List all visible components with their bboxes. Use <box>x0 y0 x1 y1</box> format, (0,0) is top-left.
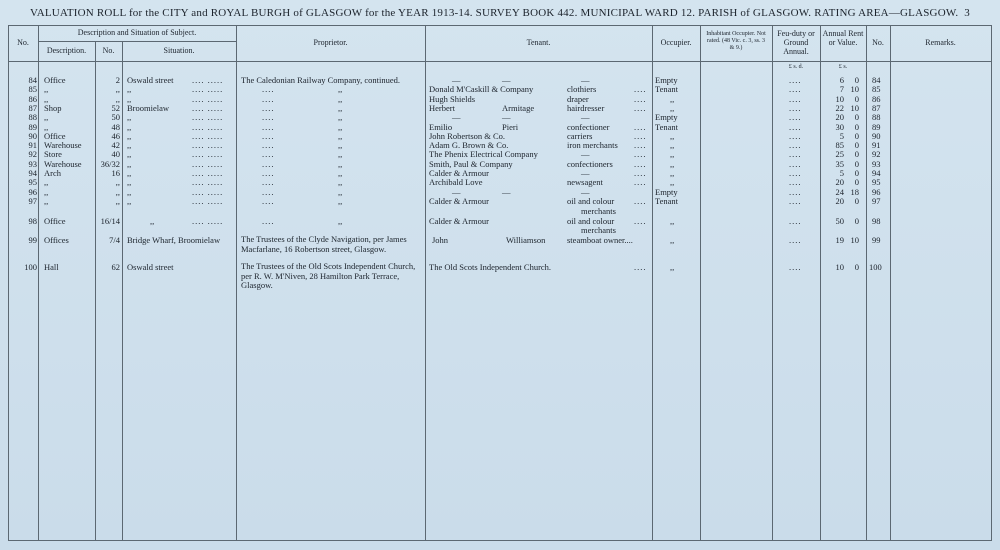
header-no2: No. <box>872 38 884 47</box>
table-row-99 <box>0 235 1000 265</box>
row-number-right: 92 <box>872 149 881 160</box>
row-feu: .... <box>789 93 802 104</box>
row-street-number: ,, <box>115 177 120 188</box>
row-number: 99 <box>28 235 37 245</box>
row-proprietor-dots: .... <box>262 140 275 151</box>
row-proprietor-ditto: ,, <box>338 84 343 95</box>
row-proprietor-dots: .... <box>262 186 275 197</box>
row-rent-shillings: 10 <box>850 84 859 95</box>
row-rent-pounds: 20 <box>835 112 844 123</box>
row-occupier: ,, <box>670 93 675 104</box>
row-number: 92 <box>28 149 37 160</box>
row-proprietor-ditto: ,, <box>338 186 343 197</box>
row-situation: ,, <box>127 130 132 141</box>
row-tenant-trade: oil and colour <box>567 216 615 226</box>
row-proprietor-ditto: ,, <box>338 112 343 123</box>
row-occupier: ,, <box>670 130 675 141</box>
row-feu: .... <box>789 186 802 197</box>
row-number-right: 93 <box>872 158 881 169</box>
row-occupier: Empty <box>655 112 678 123</box>
annual-units: £ s. <box>838 64 848 70</box>
row-situation-dots: .... ..... <box>192 186 224 197</box>
row-description: Warehouse <box>44 140 82 151</box>
desc-group-divider <box>38 41 236 42</box>
row-situation-dots: .... ..... <box>192 195 224 206</box>
row-tenant-name: The Phenix Electrical Company <box>429 149 538 160</box>
row-tenant-name: — <box>452 75 461 85</box>
row-proprietor-ditto: ,, <box>338 130 343 141</box>
row-situation: ,, <box>127 121 132 132</box>
row-feu: .... <box>789 149 802 160</box>
row-number: 97 <box>28 195 37 206</box>
row-tenant-dots: .... <box>634 130 647 141</box>
row-proprietor: The Trustees of the Old Scots Independent Church, per R. W. M'Niven, 28 Hamilton Park Terrace, Glasgow. <box>241 261 416 290</box>
row-occupier: ,, <box>670 262 675 272</box>
row-situation: Oswald street <box>127 75 174 85</box>
row-tenant-dots: .... <box>634 216 647 226</box>
row-tenant-name: Adam G. Brown & Co. <box>429 140 509 151</box>
row-number-right: 100 <box>869 262 882 272</box>
row-tenant-dots: .... <box>634 168 647 178</box>
row-number-right: 86 <box>872 93 881 104</box>
row-tenant-dots: .... <box>634 140 647 151</box>
row-tenant-dots: .... <box>634 121 647 132</box>
row-description: ,, <box>44 177 49 188</box>
row-feu: .... <box>789 75 802 85</box>
row-number: 85 <box>28 84 37 95</box>
row-rent-shillings: 0 <box>854 112 859 123</box>
header-proprietor: Proprietor. <box>313 38 348 47</box>
row-feu: .... <box>789 130 802 141</box>
row-feu: .... <box>789 140 802 151</box>
row-proprietor-dots: .... <box>262 102 275 113</box>
row-number: 89 <box>28 121 37 132</box>
row-situation-dots: .... ..... <box>192 93 224 104</box>
header-annual: Annual Rent or Value. <box>822 29 864 47</box>
row-tenant-name: Emilio <box>429 121 453 132</box>
row-street-number: 2 <box>115 75 120 85</box>
row-situation: Broomielaw <box>127 102 170 113</box>
row-street-number: 50 <box>111 112 120 123</box>
row-proprietor-dots: .... <box>262 158 275 169</box>
row-situation-dots: .... ..... <box>192 140 224 151</box>
row-feu: .... <box>789 121 802 132</box>
row-rent-shillings: 0 <box>854 121 859 132</box>
row-number: 91 <box>28 140 37 151</box>
row-proprietor: The Caledonian Railway Company, continued. <box>241 75 401 85</box>
row-tenant-name: — <box>452 186 461 197</box>
row-tenant-name: Donald M'Caskill & Company <box>429 84 534 95</box>
row-number-right: 90 <box>872 130 881 141</box>
row-feu: .... <box>789 84 802 95</box>
row-tenant-trade: confectioner <box>567 121 610 132</box>
header-num: No. <box>102 46 115 55</box>
row-feu: .... <box>789 158 802 169</box>
row-description: Office <box>44 75 66 85</box>
row-proprietor-ditto: ,, <box>338 149 343 160</box>
row-feu: .... <box>789 216 802 226</box>
row-proprietor-ditto: ,, <box>338 93 343 104</box>
row-number-right: 95 <box>872 177 881 188</box>
row-rent-shillings: 18 <box>850 186 859 197</box>
row-situation: ,, <box>127 93 132 104</box>
row-situation: ,, <box>127 177 132 188</box>
row-tenant-name: Smith, Paul & Company <box>429 158 513 169</box>
row-description: ,, <box>44 93 49 104</box>
row-situation-dots: .... ..... <box>192 75 224 85</box>
row-feu: .... <box>789 195 802 206</box>
row-rent-pounds: 30 <box>835 121 844 132</box>
row-number: 86 <box>28 93 37 104</box>
header-tenant: Tenant. <box>526 38 551 47</box>
row-street-number: 62 <box>111 262 120 272</box>
row-rent-pounds: 19 <box>835 235 844 245</box>
row-description: Warehouse <box>44 158 82 169</box>
row-occupier: ,, <box>670 216 675 226</box>
row-proprietor-ditto: ,, <box>338 177 343 188</box>
row-rent-shillings: 10 <box>850 235 859 245</box>
feu-units: £ s. d. <box>788 64 804 70</box>
header-inhabitant: Inhabitant Occupier. Not rated. (48 Vic. c. 3, ss. 3 & 9.) <box>706 31 766 51</box>
row-proprietor-ditto: ,, <box>338 216 343 226</box>
row-proprietor-ditto: ,, <box>338 140 343 151</box>
row-number: 88 <box>28 112 37 123</box>
row-tenant-trade: newsagent <box>567 177 603 188</box>
row-proprietor-dots: .... <box>262 112 275 123</box>
row-proprietor-dots: .... <box>262 93 275 104</box>
row-description: ,, <box>44 186 49 197</box>
row-proprietor: The Trustees of the Clyde Navigation, per James Macfarlane, 16 Robertson street, Glasgow. <box>241 234 407 254</box>
row-number-right: 85 <box>872 84 881 95</box>
table-top-border <box>8 25 992 26</box>
row-description: Store <box>44 149 62 160</box>
row-situation-dots: .... ..... <box>192 121 224 132</box>
row-proprietor-ditto: ,, <box>338 195 343 206</box>
row-tenant-mid: — <box>502 186 511 197</box>
row-proprietor-dots: .... <box>262 168 275 178</box>
row-tenant-name: Calder & Armour <box>429 168 489 178</box>
row-number: 93 <box>28 158 37 169</box>
row-number: 87 <box>28 102 37 113</box>
row-feu: .... <box>789 102 802 113</box>
row-proprietor-dots: .... <box>262 84 275 95</box>
row-rent-shillings: 10 <box>850 102 859 113</box>
row-tenant-trade: confectioners <box>567 158 613 169</box>
row-number: 95 <box>28 177 37 188</box>
row-occupier: Tenant <box>655 195 679 206</box>
row-feu: .... <box>789 177 802 188</box>
row-occupier: ,, <box>670 158 675 169</box>
row-rent-shillings: 0 <box>854 158 859 169</box>
row-rent-pounds: 35 <box>835 158 844 169</box>
row-number-right: 88 <box>872 112 881 123</box>
row-rent-shillings: 0 <box>854 262 859 272</box>
row-tenant-trade: clothiers <box>567 84 597 95</box>
row-tenant-dots: .... <box>634 195 647 206</box>
row-rent-shillings: 0 <box>854 75 859 85</box>
row-feu: .... <box>789 235 802 245</box>
row-feu: .... <box>789 168 802 178</box>
row-situation: ,, <box>127 84 132 95</box>
row-situation-dots: .... ..... <box>192 177 224 188</box>
row-occupier: ,, <box>670 149 675 160</box>
row-tenant-mid: Armitage <box>502 102 535 113</box>
row-rent-pounds: 20 <box>835 195 844 206</box>
table-header-bottom-border <box>8 61 992 62</box>
row-rent-pounds: 5 <box>839 168 844 178</box>
page-number: 3 <box>964 7 970 19</box>
header-remarks: Remarks. <box>925 38 956 47</box>
header-description-group: Description and Situation of Subject. <box>77 28 197 37</box>
row-description: Hall <box>44 262 59 272</box>
row-number-right: 98 <box>872 216 881 226</box>
row-rent-shillings: 0 <box>854 195 859 206</box>
row-situation-dots: .... ..... <box>192 149 224 160</box>
row-tenant-trade: steamboat owner.... <box>567 235 633 245</box>
row-tenant-trade: hairdresser <box>567 102 605 113</box>
row-description: ,, <box>44 121 49 132</box>
row-number: 96 <box>28 186 37 197</box>
row-number: 94 <box>28 168 37 178</box>
row-rent-pounds: 22 <box>835 102 844 113</box>
row-tenant-trade: — <box>581 112 590 123</box>
row-street-number: 40 <box>111 149 120 160</box>
row-tenant-dots: .... <box>634 93 647 104</box>
table-row-97-cont <box>0 206 1000 216</box>
row-tenant-trade: — <box>581 149 590 160</box>
row-description: Offices <box>44 235 69 245</box>
row-tenant-dots: .... <box>634 177 647 188</box>
row-street-number: ,, <box>115 93 120 104</box>
row-rent-shillings: 0 <box>854 168 859 178</box>
page-title: VALUATION ROLL for the CITY and ROYAL BURGH of GLASGOW for the YEAR 1913-14. SURVEY BOOK 442. MUNICIPAL WARD 12. PARISH of GLASGOW. RATING AREA—GLASGOW. <box>30 7 959 19</box>
header-feu: Feu-duty or Ground Annual. <box>777 29 815 56</box>
row-tenant-trade: — <box>581 75 590 85</box>
row-rent-pounds: 50 <box>835 216 844 226</box>
row-rent-pounds: 25 <box>835 149 844 160</box>
row-rent-pounds: 5 <box>839 130 844 141</box>
row-rent-pounds: 20 <box>835 177 844 188</box>
row-street-number: 16 <box>111 168 120 178</box>
row-situation: Bridge Wharf, Broomielaw <box>127 235 221 245</box>
row-number-right: 89 <box>872 121 881 132</box>
row-situation-dots: .... ..... <box>192 168 224 178</box>
row-situation: ,, <box>150 216 155 226</box>
row-number-right: 84 <box>872 75 881 85</box>
row-tenant-name: John Robertson & Co. <box>429 130 506 141</box>
row-tenant-name: Calder & Armour <box>429 216 489 226</box>
row-occupier: ,, <box>670 177 675 188</box>
row-tenant-dots: .... <box>634 262 647 272</box>
header-description: Description. <box>46 46 87 55</box>
row-feu: .... <box>789 112 802 123</box>
row-number: 90 <box>28 130 37 141</box>
row-proprietor-ditto: ,, <box>338 102 343 113</box>
header-occupier: Occupier. <box>660 38 692 47</box>
row-situation: ,, <box>127 112 132 123</box>
table-bottom-border <box>8 540 992 541</box>
row-tenant-mid: — <box>502 75 511 85</box>
row-tenant-trade: iron merchants <box>567 140 618 151</box>
row-situation-dots: .... ..... <box>192 112 224 123</box>
row-description: Arch <box>44 168 61 178</box>
row-street-number: 52 <box>111 102 120 113</box>
row-number-right: 91 <box>872 140 881 151</box>
row-tenant-dots: .... <box>634 102 647 113</box>
row-description: ,, <box>44 112 49 123</box>
header-situation: Situation. <box>163 46 195 55</box>
row-situation: ,, <box>127 186 132 197</box>
row-description: Office <box>44 130 66 141</box>
row-rent-shillings: 0 <box>854 130 859 141</box>
row-street-number: 48 <box>111 121 120 132</box>
row-situation: ,, <box>127 158 132 169</box>
row-proprietor-dots: .... <box>262 177 275 188</box>
row-rent-pounds: 7 <box>839 84 844 95</box>
row-occupier: ,, <box>670 140 675 151</box>
row-street-number: 46 <box>111 130 120 141</box>
row-proprietor-ditto: ,, <box>338 121 343 132</box>
row-number-right: 99 <box>872 235 881 245</box>
row-situation: Oswald street <box>127 262 174 272</box>
row-tenant-name: Hugh Shields <box>429 93 476 104</box>
row-proprietor-dots: .... <box>262 121 275 132</box>
row-street-number: 16/14 <box>100 216 120 226</box>
row-proprietor-dots: .... <box>262 195 275 206</box>
row-number-right: 96 <box>872 186 881 197</box>
row-feu: .... <box>789 262 802 272</box>
row-rent-pounds: 24 <box>835 186 844 197</box>
row-street-number: 36/32 <box>100 158 120 169</box>
row-street-number: 42 <box>111 140 120 151</box>
row-tenant-dots: .... <box>634 149 647 160</box>
row-tenant-name: Herbert <box>429 102 455 113</box>
row-street-number: ,, <box>115 84 120 95</box>
row-tenant-trade: carriers <box>567 130 593 141</box>
row-number: 100 <box>24 262 37 272</box>
row-number-right: 94 <box>872 168 881 178</box>
table-row-100 <box>0 262 1000 292</box>
row-tenant-trade: — <box>581 186 590 197</box>
row-situation: ,, <box>127 195 132 206</box>
row-occupier: Empty <box>655 75 678 85</box>
row-occupier: ,, <box>670 235 675 245</box>
row-description: ,, <box>44 195 49 206</box>
row-tenant-name: Archibald Love <box>429 177 483 188</box>
row-number-right: 97 <box>872 195 881 206</box>
row-proprietor-dots: .... <box>262 130 275 141</box>
table-row-98-cont <box>0 225 1000 235</box>
row-number-right: 87 <box>872 102 881 113</box>
row-rent-pounds: 85 <box>835 140 844 151</box>
row-situation-dots: .... ..... <box>192 130 224 141</box>
row-number: 84 <box>28 75 37 85</box>
row-tenant-mid: Williamson <box>506 235 546 245</box>
row-number: 98 <box>28 216 37 226</box>
row-proprietor-dots: .... <box>262 149 275 160</box>
row-occupier: ,, <box>670 168 675 178</box>
row-rent-pounds: 6 <box>839 75 844 85</box>
row-rent-shillings: 0 <box>854 177 859 188</box>
row-situation-dots: .... ..... <box>192 102 224 113</box>
row-occupier: Empty <box>655 186 678 197</box>
row-tenant-mid: Pieri <box>502 121 519 132</box>
header-no: No. <box>17 38 29 47</box>
row-rent-shillings: 0 <box>854 149 859 160</box>
row-tenant-dots: .... <box>634 158 647 169</box>
row-rent-shillings: 0 <box>854 216 859 226</box>
row-rent-pounds: 10 <box>835 93 844 104</box>
row-tenant-mid: — <box>502 112 511 123</box>
row-occupier: Tenant <box>655 84 679 95</box>
row-rent-pounds: 10 <box>835 262 844 272</box>
row-tenant-name: — <box>452 112 461 123</box>
row-situation-dots: .... ..... <box>192 158 224 169</box>
row-tenant-dots: .... <box>634 84 647 95</box>
row-situation: ,, <box>127 140 132 151</box>
row-street-number: ,, <box>115 195 120 206</box>
row-tenant-trade: draper <box>567 93 589 104</box>
row-proprietor-ditto: ,, <box>338 168 343 178</box>
row-situation-dots: .... ..... <box>192 216 224 226</box>
row-tenant-name: John <box>432 235 449 245</box>
row-street-number: ,, <box>115 186 120 197</box>
row-occupier: Tenant <box>655 121 679 132</box>
row-description: Shop <box>44 102 62 113</box>
row-description: Office <box>44 216 66 226</box>
row-rent-shillings: 0 <box>854 93 859 104</box>
row-tenant-trade: — <box>581 168 590 178</box>
row-tenant-trade: oil and colour <box>567 195 615 206</box>
table-row <box>0 196 1000 206</box>
row-tenant-name: The Old Scots Independent Church. <box>429 262 552 272</box>
row-proprietor-ditto: ,, <box>338 158 343 169</box>
row-rent-shillings: 0 <box>854 140 859 151</box>
tenant-trade-cont: merchants <box>581 206 616 216</box>
tenant-trade-cont: merchants <box>581 225 616 235</box>
row-description: ,, <box>44 84 49 95</box>
row-situation: ,, <box>127 149 132 160</box>
row-situation: ,, <box>127 168 132 178</box>
row-occupier: ,, <box>670 102 675 113</box>
row-situation-dots: .... ..... <box>192 84 224 95</box>
row-tenant-name: Calder & Armour <box>429 195 489 206</box>
row-proprietor-dots: .... <box>262 216 275 226</box>
row-street-number: 7/4 <box>109 235 120 245</box>
